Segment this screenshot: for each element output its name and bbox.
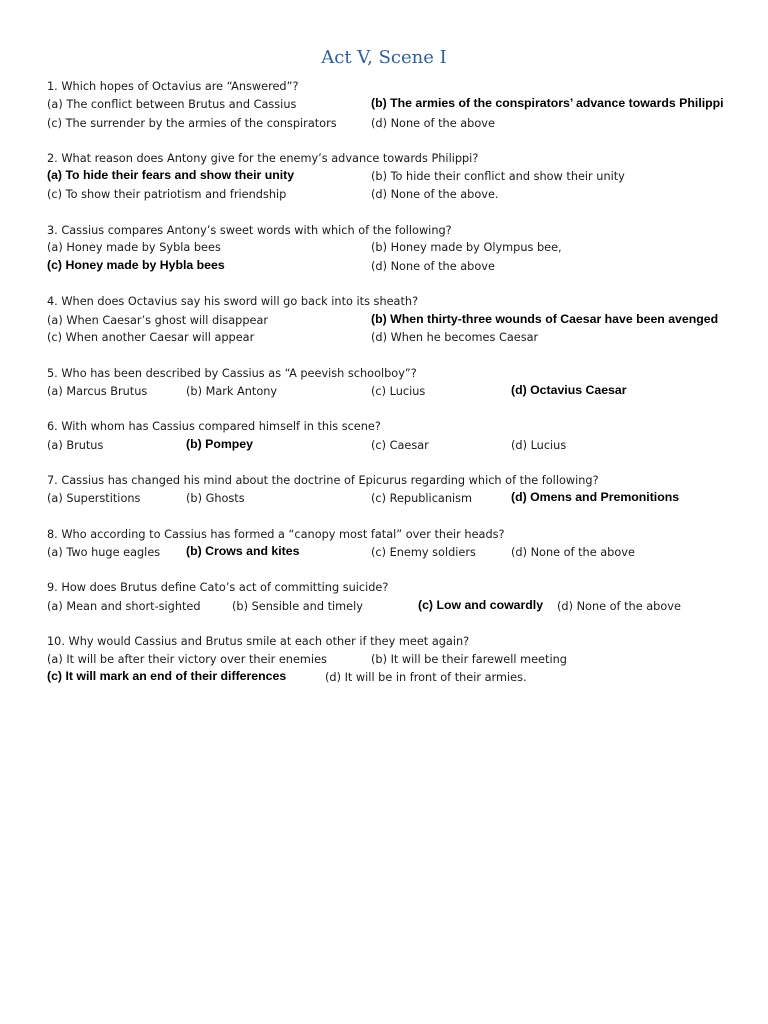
option-a: (a) Superstitions xyxy=(47,492,141,505)
option-b: (b) It will be their farewell meeting xyxy=(371,653,567,666)
option-a-answer: (a) To hide their fears and show their unity xyxy=(47,168,295,182)
question-text: 10. Why would Cassius and Brutus smile at each other if they meet again? xyxy=(47,635,470,648)
option-d: (d) None of the above xyxy=(371,260,495,273)
option-b-answer: (b) Crows and kites xyxy=(186,544,300,558)
option-d: (d) When he becomes Caesar xyxy=(371,331,539,344)
option-b-answer: (b) Pompey xyxy=(186,437,253,451)
option-c: (c) Lucius xyxy=(371,385,426,398)
option-d-answer: (d) Omens and Premonitions xyxy=(511,490,680,504)
question-text: 9. How does Brutus define Cato’s act of committing suicide? xyxy=(47,581,389,594)
option-c-answer: (c) Low and cowardly xyxy=(418,598,544,612)
question-text: 7. Cassius has changed his mind about the doctrine of Epicurus regarding which of the following? xyxy=(47,474,599,487)
option-d: (d) Lucius xyxy=(511,439,567,452)
option-b: (b) Sensible and timely xyxy=(232,600,363,613)
option-b: (b) Honey made by Olympus bee, xyxy=(371,241,562,254)
option-c: (c) The surrender by the armies of the conspirators xyxy=(47,117,337,130)
option-c-answer: (c) It will mark an end of their differences xyxy=(47,669,287,683)
option-b: (b) Ghosts xyxy=(186,492,245,505)
option-a: (a) Brutus xyxy=(47,439,104,452)
option-a: (a) Two huge eagles xyxy=(47,546,161,559)
option-c: (c) To show their patriotism and friendship xyxy=(47,188,287,201)
option-a: (a) Mean and short-sighted xyxy=(47,600,201,613)
option-d: (d) None of the above xyxy=(511,546,635,559)
question-text: 4. When does Octavius say his sword will go back into its sheath? xyxy=(47,295,419,308)
option-a: (a) Honey made by Sybla bees xyxy=(47,241,221,254)
option-b-answer: (b) When thirty-three wounds of Caesar have been avenged xyxy=(371,312,719,326)
option-a: (a) When Caesar’s ghost will disappear xyxy=(47,314,269,327)
question-text: 5. Who has been described by Cassius as “A peevish schoolboy”? xyxy=(47,367,417,380)
option-d: (d) None of the above xyxy=(557,600,681,613)
option-a: (a) The conflict between Brutus and Cassius xyxy=(47,98,297,111)
question-text: 8. Who according to Cassius has formed a “canopy most fatal” over their heads? xyxy=(47,528,505,541)
page-title: Act V, Scene I xyxy=(321,47,447,68)
option-d: (d) None of the above. xyxy=(371,188,499,201)
option-c: (c) Caesar xyxy=(371,439,429,452)
option-d: (d) None of the above xyxy=(371,117,495,130)
option-d-answer: (d) Octavius Caesar xyxy=(511,383,627,397)
option-c: (c) When another Caesar will appear xyxy=(47,331,255,344)
question-text: 2. What reason does Antony give for the enemy’s advance towards Philippi? xyxy=(47,152,479,165)
option-a: (a) Marcus Brutus xyxy=(47,385,148,398)
option-c: (c) Enemy soldiers xyxy=(371,546,476,559)
option-d: (d) It will be in front of their armies. xyxy=(325,671,527,684)
option-c: (c) Republicanism xyxy=(371,492,473,505)
question-text: 1. Which hopes of Octavius are “Answered”? xyxy=(47,80,299,93)
question-text: 3. Cassius compares Antony’s sweet words with which of the following? xyxy=(47,224,452,237)
option-b-answer: (b) The armies of the conspirators’ advance towards Philippi xyxy=(371,96,724,110)
option-c-answer: (c) Honey made by Hybla bees xyxy=(47,258,225,272)
option-b: (b) To hide their conflict and show their unity xyxy=(371,170,625,183)
option-a: (a) It will be after their victory over their enemies xyxy=(47,653,327,666)
question-text: 6. With whom has Cassius compared himself in this scene? xyxy=(47,420,381,433)
option-b: (b) Mark Antony xyxy=(186,385,278,398)
